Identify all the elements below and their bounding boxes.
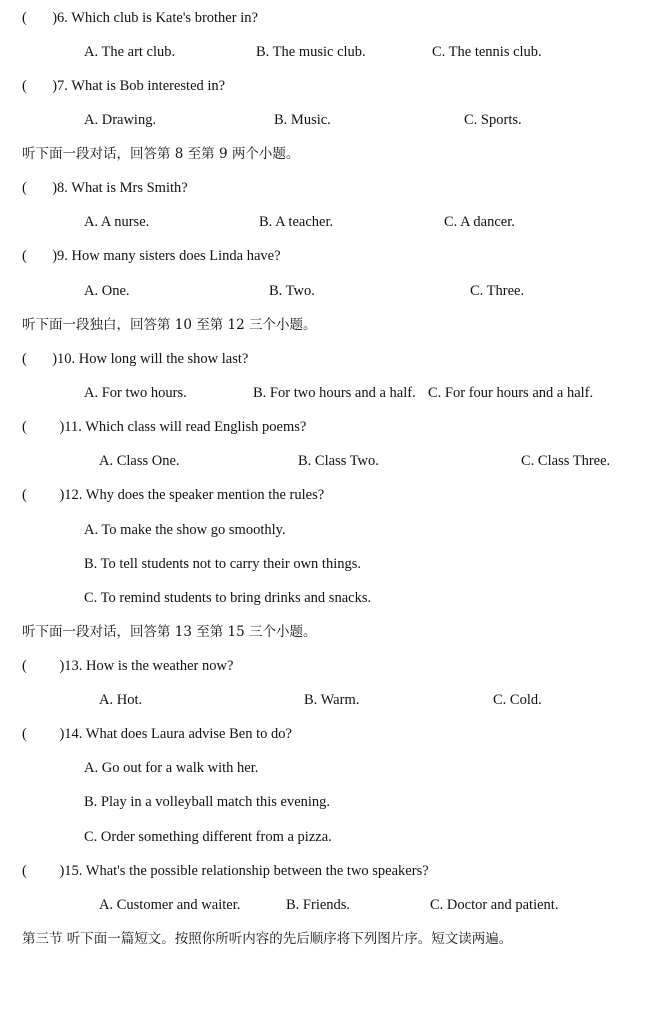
question-12 [22, 485, 324, 505]
q14-option-c: C. Order something different from a pizza. [84, 829, 332, 845]
instruction-dialog-8-9: 听下面一段对话，回答第 8 至第 9 两个小题。 [22, 146, 300, 162]
question-12-text: 12. Why does the speaker mention the rules? [64, 487, 325, 503]
question-8 [22, 178, 188, 198]
q12-option-b: B. To tell students not to carry their own things. [84, 556, 362, 572]
answer-blank-8[interactable]: ( ) [22, 180, 58, 196]
q8-option-a: A. A nurse. [84, 214, 150, 230]
answer-blank-15[interactable]: ( ) [22, 863, 65, 879]
q10-option-b: B. For two hours and a half. [253, 385, 416, 401]
q7-option-c: C. Sports. [464, 112, 522, 128]
question-9-text: 9. How many sisters does Linda have? [57, 248, 281, 264]
answer-blank-6[interactable]: ( ) [22, 10, 58, 26]
q15-option-b: B. Friends. [286, 897, 351, 913]
q14-option-b: B. Play in a volleyball match this evening. [84, 794, 331, 810]
q13-option-b: B. Warm. [304, 692, 360, 708]
question-6-text: 6. Which club is Kate's brother in? [57, 10, 258, 26]
q13-option-a: A. Hot. [99, 692, 143, 708]
instruction-monologue-10-12: 听下面一段独白，回答第 10 至第 12 三个小题。 [22, 317, 317, 333]
question-15 [22, 861, 429, 881]
q8-option-c: C. A dancer. [444, 214, 515, 230]
answer-blank-14[interactable]: ( ) [22, 726, 65, 742]
q11-option-b: B. Class Two. [298, 453, 379, 469]
question-13 [22, 656, 233, 676]
question-9 [22, 246, 281, 266]
q9-option-b: B. Two. [269, 283, 315, 299]
answer-blank-13[interactable]: ( ) [22, 658, 65, 674]
q12-option-c: C. To remind students to bring drinks and snacks. [84, 590, 372, 606]
q9-option-c: C. Three. [470, 283, 525, 299]
question-14 [22, 724, 292, 744]
q10-option-c: C. For four hours and a half. [428, 385, 594, 401]
q13-option-c: C. Cold. [493, 692, 542, 708]
question-7-text: 7. What is Bob interested in? [57, 78, 226, 94]
question-6 [22, 8, 258, 28]
q15-option-a: A. Customer and waiter. [99, 897, 241, 913]
question-14-text: 14. What does Laura advise Ben to do? [64, 726, 292, 742]
question-13-text: 13. How is the weather now? [64, 658, 234, 674]
q15-option-c: C. Doctor and patient. [430, 897, 559, 913]
question-10 [22, 349, 248, 369]
q11-option-c: C. Class Three. [521, 453, 611, 469]
question-7 [22, 76, 225, 96]
question-11 [22, 417, 306, 437]
q6-option-b: B. The music club. [256, 44, 366, 60]
q6-option-a: A. The art club. [84, 44, 176, 60]
section-3-heading: 第三节 听下面一篇短文。按照你所听内容的先后顺序将下列图片序。短文读两遍。 [22, 931, 513, 947]
question-15-text: 15. What's the possible relationship between the two speakers? [64, 863, 429, 879]
answer-blank-9[interactable]: ( ) [22, 248, 58, 264]
q6-option-c: C. The tennis club. [432, 44, 542, 60]
answer-blank-7[interactable]: ( ) [22, 78, 58, 94]
instruction-dialog-13-15: 听下面一段对话，回答第 13 至第 15 三个小题。 [22, 624, 317, 640]
q7-option-a: A. Drawing. [84, 112, 157, 128]
answer-blank-10[interactable]: ( ) [22, 351, 58, 367]
answer-blank-11[interactable]: ( ) [22, 419, 65, 435]
q14-option-a: A. Go out for a walk with her. [84, 760, 259, 776]
q7-option-b: B. Music. [274, 112, 331, 128]
answer-blank-12[interactable]: ( ) [22, 487, 65, 503]
q9-option-a: A. One. [84, 283, 130, 299]
question-10-text: 10. How long will the show last? [57, 351, 249, 367]
q12-option-a: A. To make the show go smoothly. [84, 522, 286, 538]
q10-option-a: A. For two hours. [84, 385, 187, 401]
q11-option-a: A. Class One. [99, 453, 180, 469]
question-8-text: 8. What is Mrs Smith? [57, 180, 188, 196]
question-11-text: 11. Which class will read English poems? [64, 419, 307, 435]
q8-option-b: B. A teacher. [259, 214, 334, 230]
